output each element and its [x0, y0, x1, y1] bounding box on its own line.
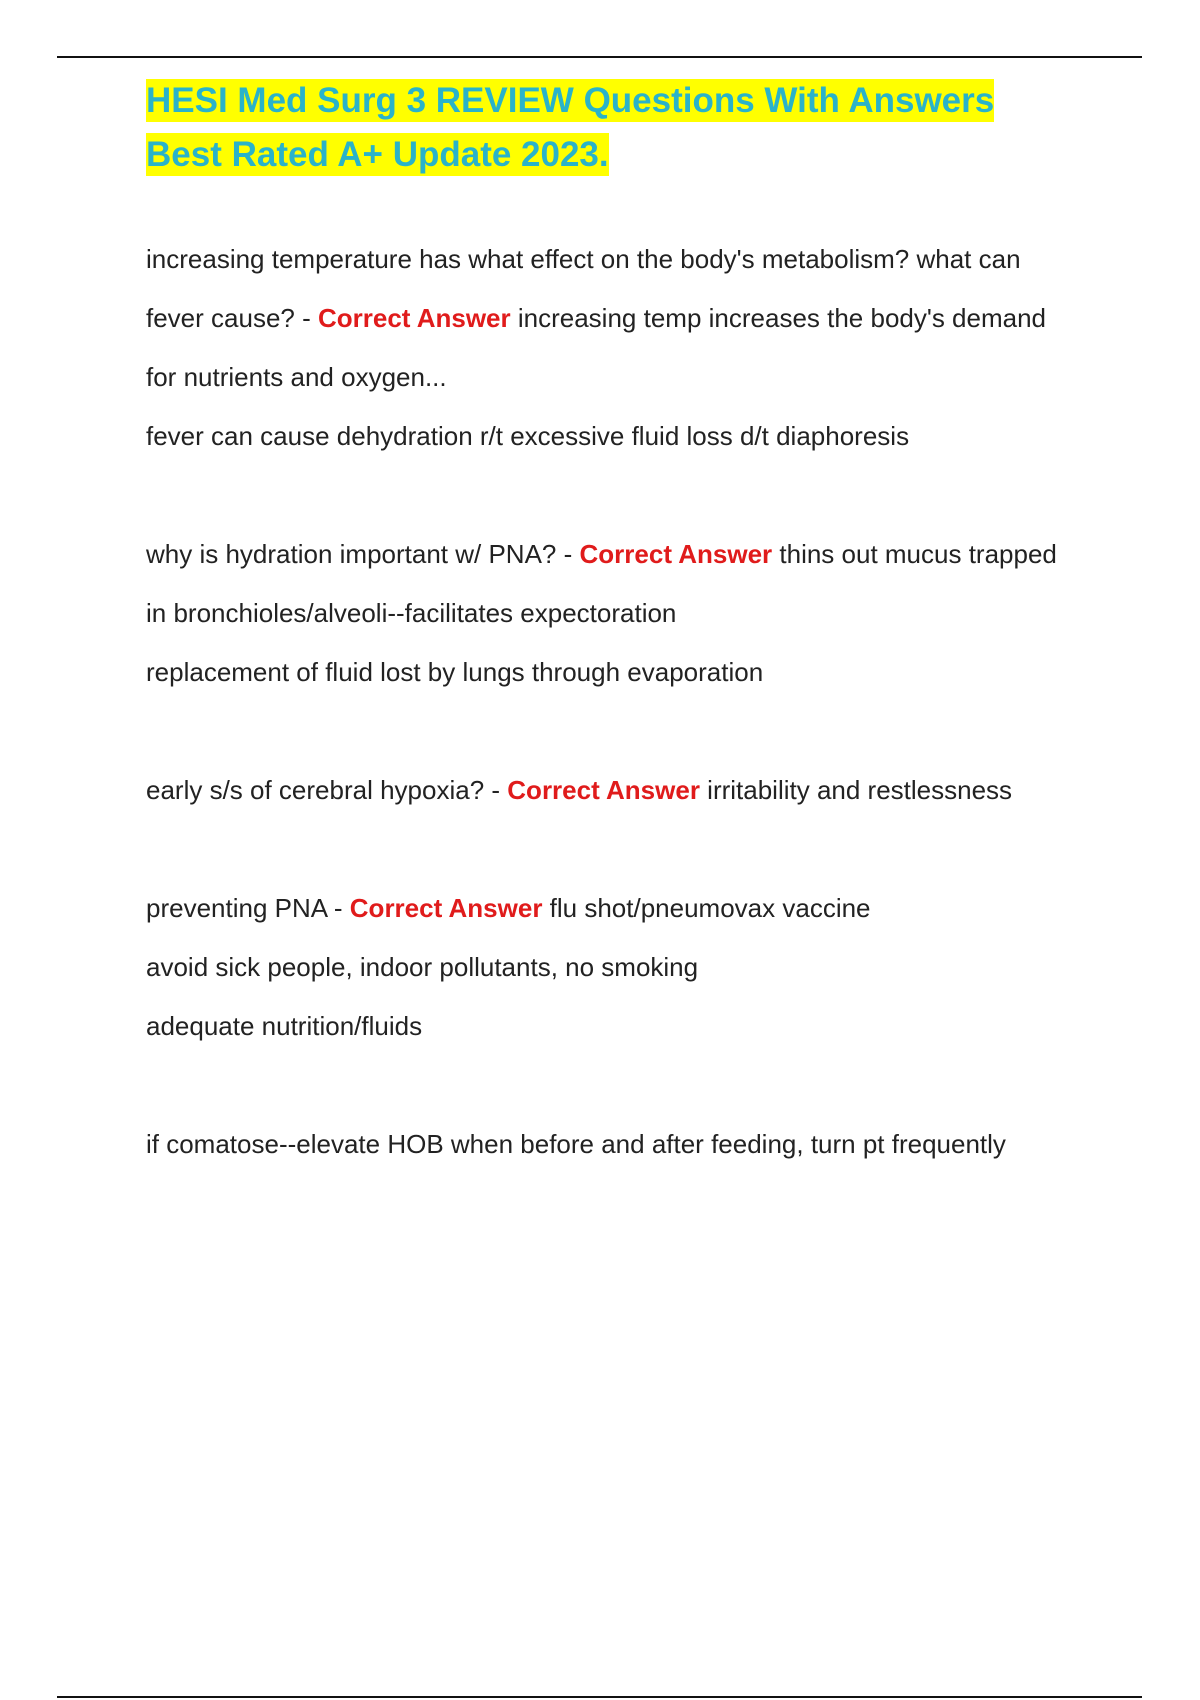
qa-entry	[146, 230, 1070, 466]
question-text: why is hydration important w/ PNA? -	[146, 539, 580, 569]
correct-answer-label: Correct Answer	[317, 303, 511, 333]
title-line-1: HESI Med Surg 3 REVIEW Questions With Answers	[146, 81, 995, 120]
qa-main-text	[146, 525, 1070, 643]
question-text: increasing temperature has what effect on the body's metabolism? what can fever cause? -	[146, 244, 1021, 333]
answer-text: increasing temp increases the body's demand for nutrients and oxygen...	[146, 303, 1047, 392]
document-body	[146, 74, 1070, 1174]
answer-extra-line: replacement of fluid lost by lungs through evaporation	[146, 657, 764, 687]
answer-extra-line: fever can cause dehydration r/t excessive fluid loss d/t diaphoresis	[146, 421, 910, 451]
document-title	[146, 74, 1070, 182]
correct-answer-label: Correct Answer	[507, 775, 700, 805]
answer-text: thins out mucus trapped in bronchioles/alveoli--facilitates expectoration	[146, 539, 1057, 628]
correct-answer-label: Correct Answer	[349, 893, 543, 923]
qa-entry	[146, 525, 1070, 702]
qa-main-text	[146, 879, 1070, 938]
plain-note-text: if comatose--elevate HOB when before and after feeding, turn pt frequently	[146, 1129, 1006, 1159]
qa-main-text	[146, 230, 1070, 407]
correct-answer-label: Correct Answer	[579, 539, 773, 569]
title-line-2: Best Rated A+ Update 2023.	[146, 135, 609, 174]
answer-text: flu shot/pneumovax vaccine	[542, 893, 871, 923]
bottom-rule	[57, 1696, 1142, 1698]
answer-text: irritability and restlessness	[699, 775, 1013, 805]
answer-extra-line: avoid sick people, indoor pollutants, no smoking	[146, 952, 699, 982]
question-text: early s/s of cerebral hypoxia? -	[146, 775, 508, 805]
qa-main-text	[146, 761, 1070, 820]
question-text: preventing PNA -	[146, 893, 350, 923]
qa-entry	[146, 1115, 1070, 1174]
qa-entry	[146, 761, 1070, 820]
top-rule	[57, 56, 1142, 58]
answer-extra-line: adequate nutrition/fluids	[146, 1011, 423, 1041]
qa-entry	[146, 879, 1070, 1056]
qa-list	[146, 230, 1070, 1174]
